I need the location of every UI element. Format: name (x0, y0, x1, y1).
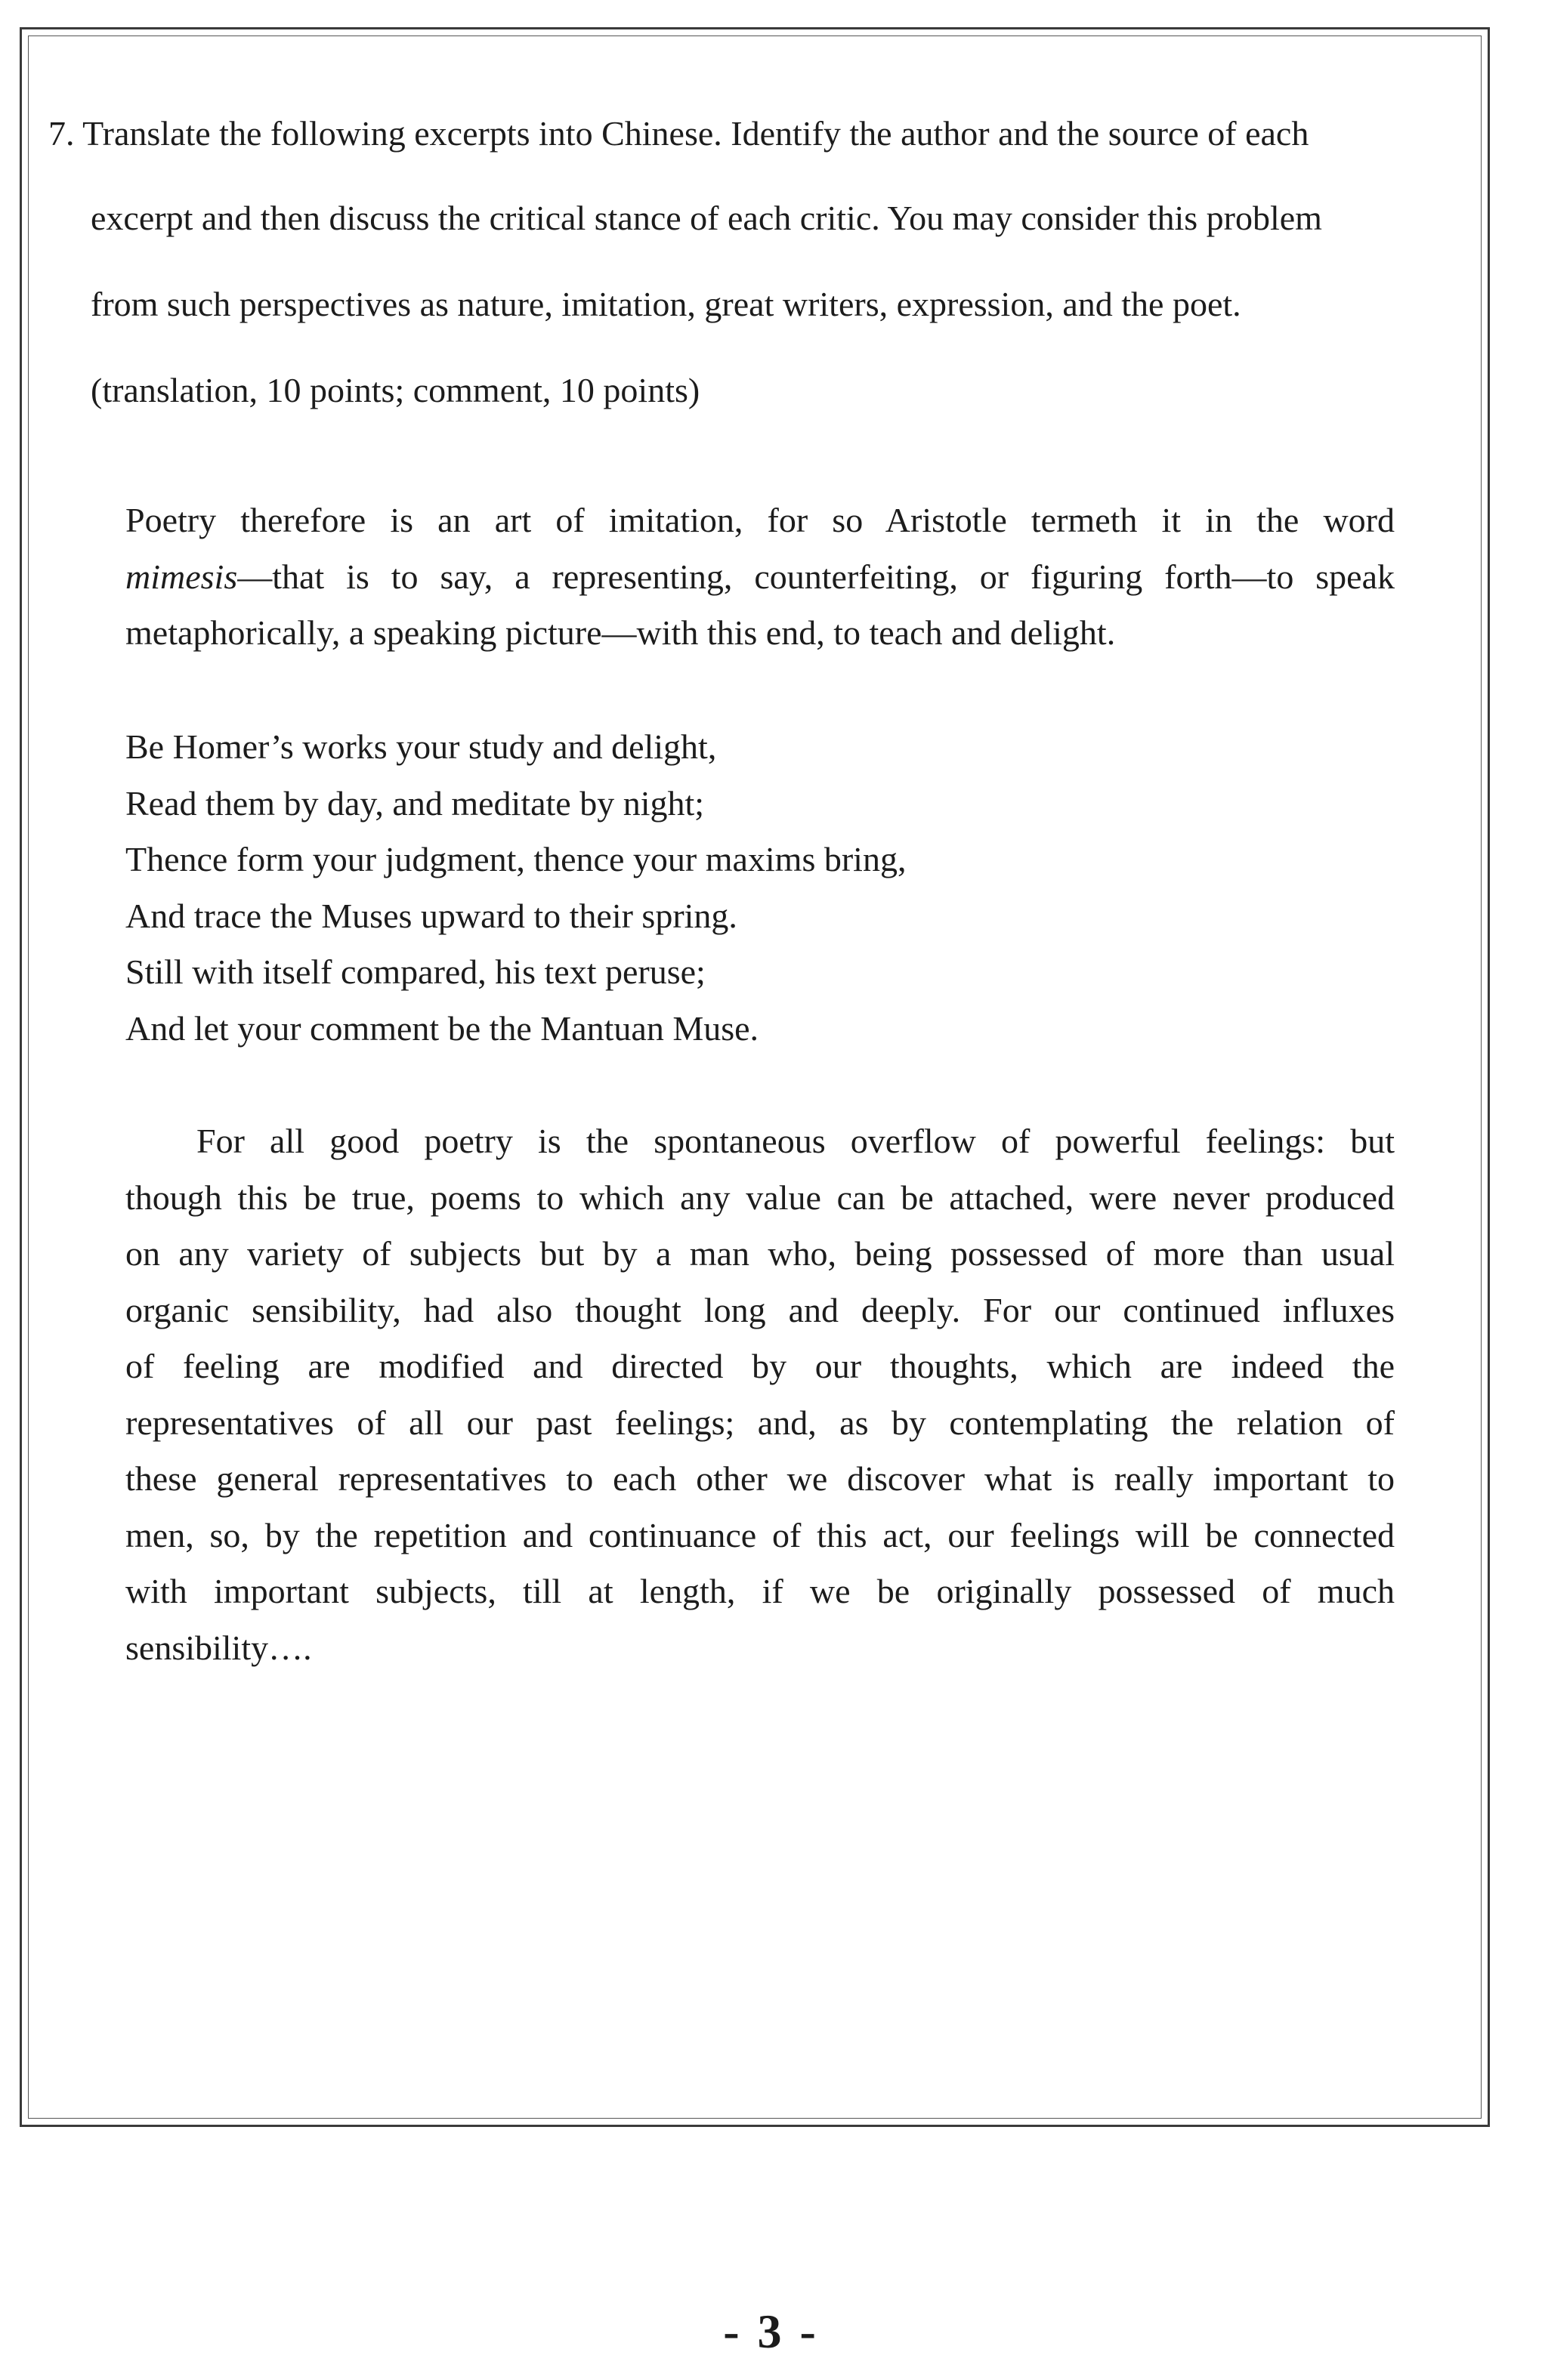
question-frame (20, 27, 1490, 2127)
excerpt-sidney-line-3: metaphorically, a speaking picture—with this end, to teach and delight. (125, 613, 1116, 652)
excerpt-wordsworth (125, 1113, 1395, 1676)
excerpt-sidney-line-2 (125, 549, 1395, 606)
excerpt-pope-verse (125, 719, 1183, 1057)
verse-line: Still with itself compared, his text peruse; (125, 952, 706, 991)
excerpt-sidney-line-2-rest: —that is to say, a representing, counterfeiting, or figuring forth—to speak (237, 557, 1395, 596)
excerpt-wordsworth-line: organic sensibility, had also thought long and deeply. For our continued influxes (125, 1290, 1395, 1329)
excerpt-wordsworth-line: of feeling are modified and directed by our thoughts, which are indeed the (125, 1347, 1395, 1385)
verse-line: Be Homer’s works your study and delight, (125, 727, 717, 766)
question-scoring-note: (translation, 10 points; comment, 10 points) (91, 371, 700, 409)
page-number: - 3 - (723, 2304, 819, 2358)
verse-line: And trace the Muses upward to their spring. (125, 896, 737, 935)
verse-line: Thence form your judgment, thence your maxims bring, (125, 840, 907, 878)
excerpt-sidney-italic-term: mimesis (125, 557, 238, 596)
excerpt-wordsworth-line: men, so, by the repetition and continuance of this act, our feelings will be connected (125, 1515, 1395, 1554)
excerpt-wordsworth-line: though this be true, poems to which any value can be attached, were never produced (125, 1178, 1395, 1217)
excerpt-sidney (125, 492, 1395, 662)
excerpt-wordsworth-line: with important subjects, till at length, if we be originally possessed of much (125, 1572, 1395, 1610)
verse-line: And let your comment be the Mantuan Muse. (125, 1008, 759, 1048)
question-frame-inner-border (28, 35, 1482, 2119)
excerpt-wordsworth-line: For all good poetry is the spontaneous overflow of powerful feelings: but (196, 1122, 1395, 1160)
excerpt-wordsworth-line: sensibility…. (125, 1628, 312, 1667)
verse-line: Read them by day, and meditate by night; (125, 783, 705, 823)
excerpt-wordsworth-line: these general representatives to each other we discover what is really important to (125, 1459, 1395, 1498)
question-prompt-line-3: from such perspectives as nature, imitation, great writers, expression, and the poet. (91, 285, 1241, 323)
question-prompt-line-2: excerpt and then discuss the critical stance of each critic. You may consider this problem (91, 199, 1322, 237)
excerpt-wordsworth-line: representatives of all our past feelings; and, as by contemplating the relation of (125, 1403, 1395, 1442)
question-prompt-line-1: 7. Translate the following excerpts into Chinese. Identify the author and the source of each (48, 114, 1309, 153)
excerpt-wordsworth-line: on any variety of subjects but by a man who, being possessed of more than usual (125, 1234, 1395, 1273)
excerpt-sidney-line-1: Poetry therefore is an art of imitation, for so Aristotle termeth it in the word (125, 501, 1395, 539)
